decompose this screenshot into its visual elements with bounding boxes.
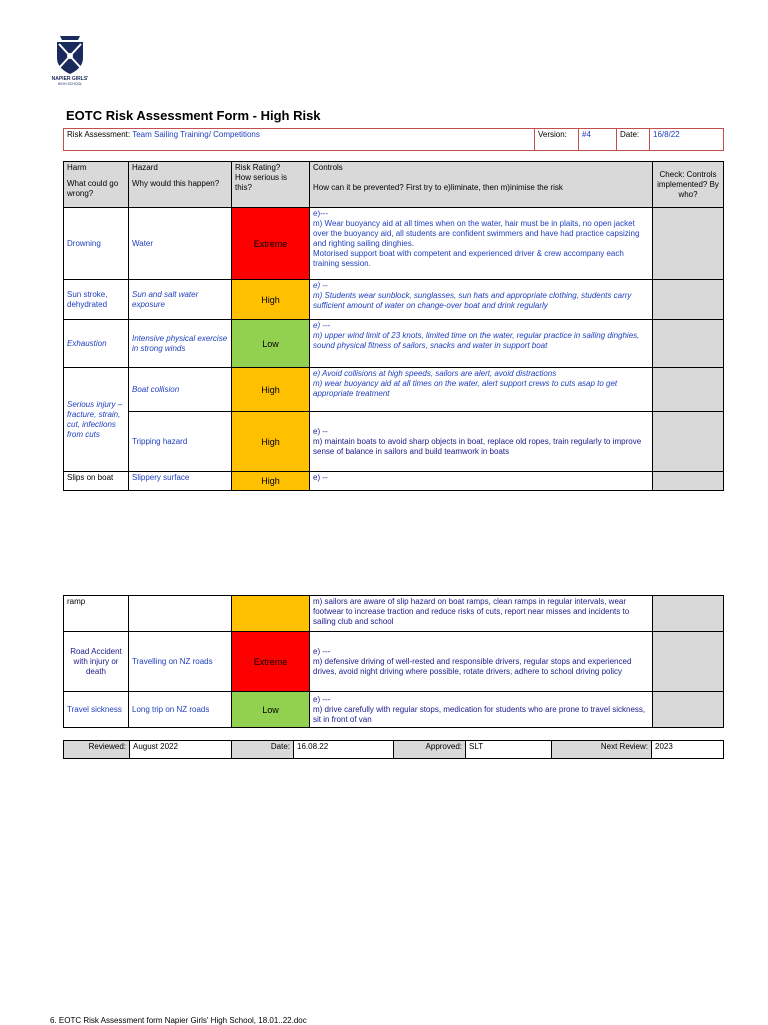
check-cell — [653, 472, 724, 491]
hazard-cell: Slippery surface — [129, 472, 232, 491]
header-harm: Harm What could go wrong? — [64, 162, 129, 208]
next-review-value: 2023 — [652, 741, 724, 759]
hazard-cell: Sun and salt water exposure — [129, 280, 232, 320]
risk-rating — [232, 596, 310, 632]
risk-rating: Low — [232, 320, 310, 368]
table-row — [64, 412, 724, 472]
controls-cell: e) --- m) upper wind limit of 23 knots, limited time on the water, regular practice in sailing dinghies, sound physical fitness of sailors, snacks and water in support boat — [310, 320, 653, 368]
table-row — [64, 472, 724, 491]
risk-rating: High — [232, 472, 310, 491]
table-row — [64, 692, 724, 728]
reviewed-label: Reviewed: — [64, 741, 130, 759]
risk-rating: High — [232, 280, 310, 320]
controls-cell: m) sailors are aware of slip hazard on boat ramps, clean ramps in regular intervals, wear footwear to increase traction and reduce risks of cuts, report near misses and incidents to sailing club and school — [310, 596, 653, 632]
check-cell — [653, 596, 724, 632]
table-row — [64, 596, 724, 632]
table-header-row — [64, 162, 724, 208]
date-value: 16/8/22 — [650, 129, 724, 151]
version-value: #4 — [579, 129, 617, 151]
review-table — [63, 740, 724, 759]
controls-cell: e) -- — [310, 472, 653, 491]
check-cell — [653, 368, 724, 412]
review-date-label: Date: — [232, 741, 294, 759]
approved-label: Approved: — [394, 741, 466, 759]
header-controls: Controls How can it be prevented? First try to e)liminate, then m)inimise the risk — [310, 162, 653, 208]
school-logo — [44, 34, 96, 100]
risk-rating: High — [232, 368, 310, 412]
risk-rating: Low — [232, 692, 310, 728]
hazard-cell: Tripping hazard — [129, 412, 232, 472]
risk-rating: Extreme — [232, 632, 310, 692]
harm-cell: Drowning — [64, 208, 129, 280]
risk-assessment-cell — [64, 129, 535, 151]
risk-table — [63, 161, 724, 491]
date-label: Date: — [617, 129, 650, 151]
controls-cell: e) --- m) defensive driving of well-rested and responsible drivers, regular stops and experienced drives, avoid night driving where possible, rotate drivers, adhere to school driving policy — [310, 632, 653, 692]
hazard-cell: Long trip on NZ roads — [129, 692, 232, 728]
check-cell — [653, 412, 724, 472]
harm-cell: Travel sickness — [64, 692, 129, 728]
header-hazard: Hazard Why would this happen? — [129, 162, 232, 208]
hazard-cell: Intensive physical exercise in strong winds — [129, 320, 232, 368]
school-subtitle: HIGH SCHOOL — [57, 82, 83, 86]
check-cell — [653, 320, 724, 368]
document-footer: 6. EOTC Risk Assessment form Napier Girls' High School, 18.01..22.doc — [50, 1016, 307, 1025]
risk-assessment-value: Team Sailing Training/ Competitions — [132, 130, 260, 139]
harm-cell: Slips on boat — [64, 472, 129, 491]
check-cell — [653, 208, 724, 280]
controls-cell: e) -- m) Students wear sunblock, sunglasses, sun hats and appropriate clothing, students carry sufficient amount of water on change-over boat and drink regularly — [310, 280, 653, 320]
header-check: Check: Controls implemented? By who? — [653, 162, 724, 208]
risk-rating: Extreme — [232, 208, 310, 280]
harm-cell: Road Accident with injury or death — [64, 632, 129, 692]
check-cell — [653, 632, 724, 692]
table-row — [64, 280, 724, 320]
info-table — [63, 128, 724, 151]
table-row — [64, 320, 724, 368]
controls-cell: e)--- m) Wear buoyancy aid at all times when on the water, hair must be in plaits, no open jacket over the buoyancy aid, all students are confident swimmers and have had practice capsizing and righting sailing dinghies. Motorised support boat with competent and experienced driver & crew accompany each training session. — [310, 208, 653, 280]
hazard-cell: Water — [129, 208, 232, 280]
school-name: NAPIER GIRLS' — [51, 76, 89, 82]
controls-cell: e) Avoid collisions at high speeds, sailors are alert, avoid distractions m) wear buoyancy aid at all times on the water, alert support crews to cuts asap to get appropriate treatment — [310, 368, 653, 412]
hazard-cell — [129, 596, 232, 632]
harm-cell: ramp — [64, 596, 129, 632]
crest-icon — [53, 34, 87, 76]
controls-cell: e) -- m) maintain boats to avoid sharp objects in boat, replace old ropes, train regularly to improve sense of balance in sailors and build teamwork in boats — [310, 412, 653, 472]
hazard-cell: Boat collision — [129, 368, 232, 412]
harm-cell: Sun stroke, dehydrated — [64, 280, 129, 320]
page-title: EOTC Risk Assessment Form - High Risk — [66, 108, 321, 123]
harm-cell: Serious injury – fracture, strain, cut, infections from cuts — [64, 368, 129, 472]
risk-table-continued — [63, 595, 724, 728]
reviewed-value: August 2022 — [130, 741, 232, 759]
harm-cell: Exhaustion — [64, 320, 129, 368]
header-risk: Risk Rating? How serious is this? — [232, 162, 310, 208]
check-cell — [653, 692, 724, 728]
table-row — [64, 632, 724, 692]
controls-cell: e) --- m) drive carefully with regular stops, medication for students who are prone to travel sickness, sit in front of van — [310, 692, 653, 728]
approved-value: SLT — [466, 741, 552, 759]
review-date-value: 16.08.22 — [294, 741, 394, 759]
check-cell — [653, 280, 724, 320]
table-row — [64, 208, 724, 280]
table-row — [64, 368, 724, 412]
risk-rating: High — [232, 412, 310, 472]
next-review-label: Next Review: — [552, 741, 652, 759]
version-label: Version: — [535, 129, 579, 151]
hazard-cell: Travelling on NZ roads — [129, 632, 232, 692]
risk-assessment-label: Risk Assessment: — [67, 130, 131, 139]
